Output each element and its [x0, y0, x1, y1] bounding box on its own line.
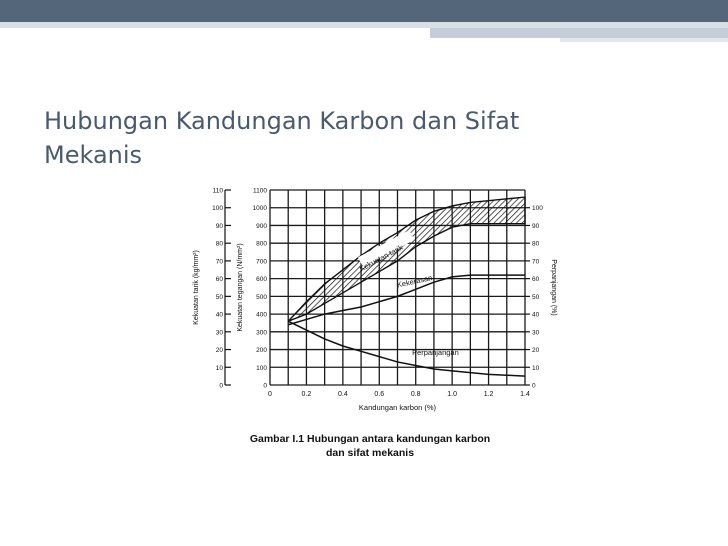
left-axis-2-tick-label: 700 [256, 258, 267, 266]
left-axis-2-tick-label: 500 [256, 293, 267, 301]
annotation-hardness: Kekerasan [396, 273, 433, 290]
x-tick-label: 1.2 [483, 391, 494, 398]
left-axis-1-tick-label: 90 [215, 222, 223, 230]
chart-labels [358, 243, 459, 357]
left-axis-1-tick-label: 70 [215, 258, 223, 266]
left-axis-1-tick-label: 40 [215, 311, 223, 319]
slide-title [44, 104, 684, 172]
tensile-strength-band [288, 197, 525, 321]
left-axis-2-tick-label: 1000 [252, 205, 267, 213]
right-axis-tick-label: 0 [532, 382, 536, 390]
figure-caption [200, 432, 540, 460]
x-tick-label: 0 [268, 391, 272, 398]
header-accent-block [430, 28, 728, 38]
left-axis-1-tick-label: 50 [215, 293, 223, 301]
header-bar [0, 0, 728, 22]
left-axis-2-tick-label: 800 [256, 240, 267, 248]
x-tick-label: 0.2 [301, 391, 312, 398]
right-axis-tick-label: 100 [532, 205, 543, 213]
right-axis-tick-label: 50 [532, 293, 540, 301]
left-axis-1-tick-label: 20 [215, 347, 223, 355]
left-axis-1-tick-label: 110 [212, 187, 223, 195]
header-accent-line [560, 38, 728, 42]
caption-line-2: dan sifat mekanis [325, 447, 415, 459]
left-axis-2-tick-label: 300 [256, 329, 267, 337]
left-axis-2-tick-label: 400 [256, 311, 267, 319]
right-axis-label: Perpanjangan (%) [550, 259, 557, 316]
right-axis-tick-label: 20 [532, 347, 540, 355]
left-axis-2-label: Kekuatan tegangan (N/mm²) [237, 243, 244, 332]
x-tick-label: 1.0 [447, 391, 458, 398]
slide-title-line-1: Hubungan Kandungan Karbon dan Sifat [44, 107, 520, 135]
annotation-tensile-strength: Kekuatan tarik [357, 242, 405, 274]
right-axis-tick-label: 60 [532, 276, 540, 284]
x-tick-label: 1.4 [520, 391, 530, 398]
left-axis-2-tick-label: 100 [256, 364, 267, 372]
annotation-elongation: Perpanjangan [412, 347, 459, 357]
slide-title-line-2: Mekanis [44, 141, 143, 169]
left-axis-1-tick-label: 100 [212, 205, 223, 213]
left-axis-1-tick-label: 60 [215, 276, 223, 284]
left-axis-2-tick-label: 900 [256, 222, 267, 230]
right-axis-tick-label: 40 [532, 311, 540, 319]
x-tick-label: 0.8 [410, 391, 421, 398]
x-tick-label: 0.6 [374, 391, 385, 398]
right-axis-tick-label: 10 [532, 364, 540, 372]
left-axis-2-tick-label: 600 [256, 276, 267, 284]
right-axis-tick-label: 90 [532, 222, 540, 230]
right-axis-tick-label: 30 [532, 329, 540, 337]
x-axis-label: Kandungan karbon (%) [358, 403, 437, 412]
right-axis-tick-label: 70 [532, 258, 540, 266]
left-axis-1-tick-label: 30 [215, 329, 223, 337]
right-axis-tick-label: 80 [532, 240, 540, 248]
left-axis-1-tick-label: 80 [215, 240, 223, 248]
left-axis-1-label: Kekuatan tarik (kg/mm²) [193, 250, 200, 325]
carbon-properties-chart [180, 180, 557, 470]
left-axis-1-tick-label: 10 [215, 364, 223, 372]
left-axis-1-tick-label: 0 [219, 382, 223, 390]
left-axis-2-tick-label: 1100 [253, 187, 267, 195]
caption-line-1: Gambar I.1 Hubungan antara kandungan karbon [249, 433, 491, 445]
left-axis-2-tick-label: 200 [256, 347, 267, 355]
left-axis-2-tick-label: 0 [263, 382, 267, 390]
x-tick-label: 0.4 [337, 391, 348, 398]
